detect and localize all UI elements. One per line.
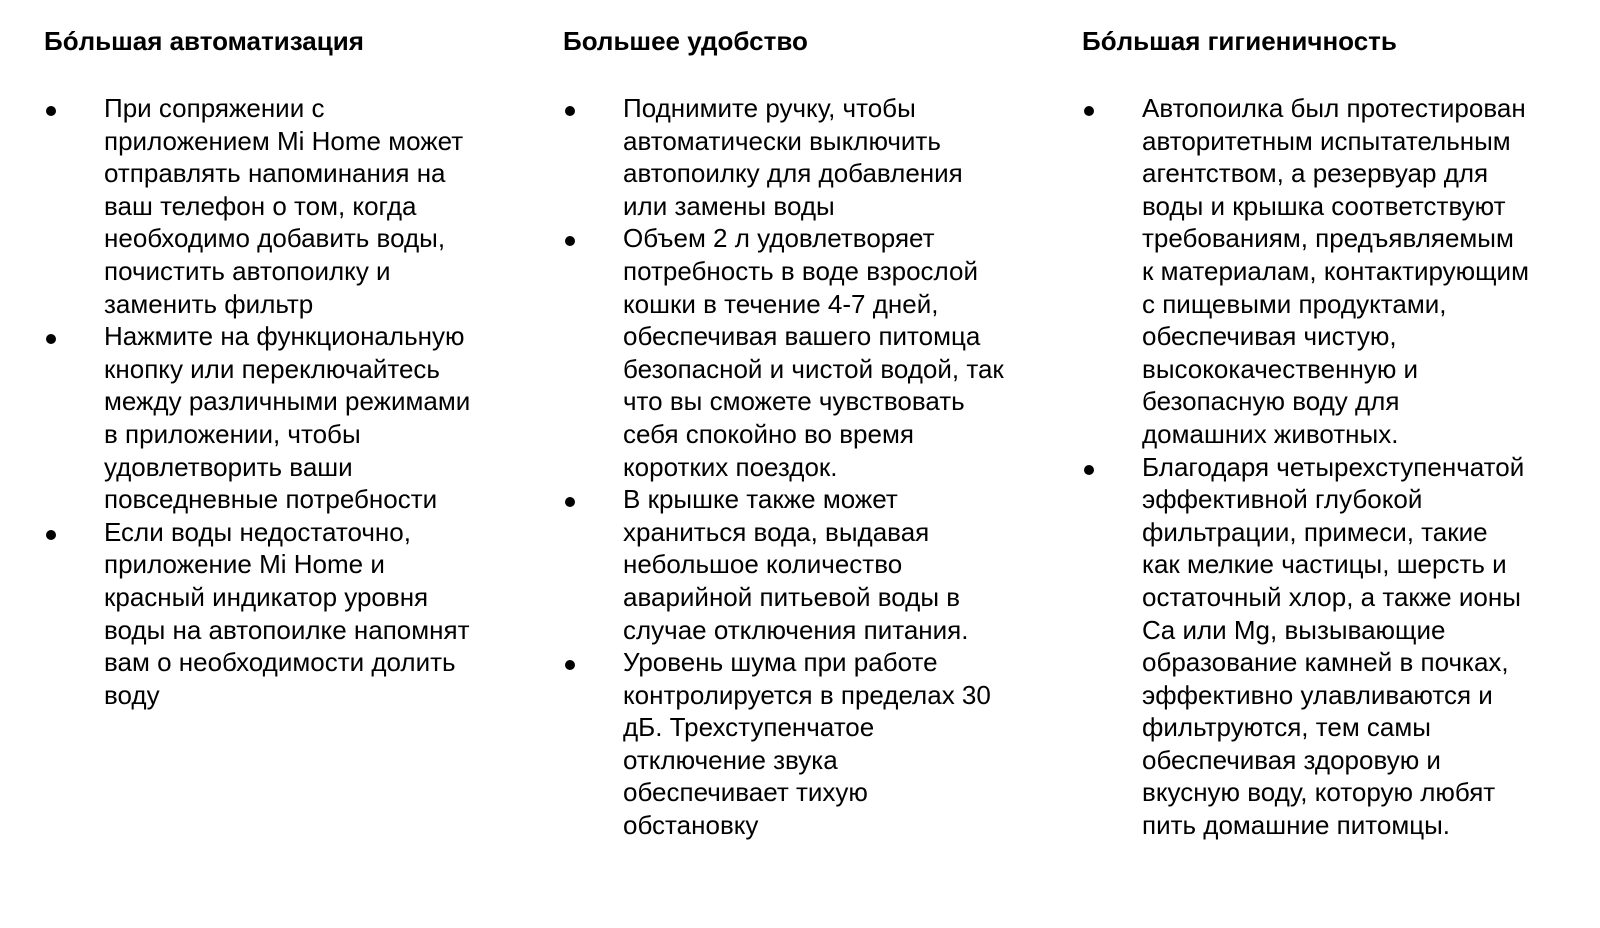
text-line: повседневные потребности (104, 484, 438, 515)
column-convenience (563, 26, 1083, 841)
text-line: Если воды недостаточно, (104, 516, 411, 547)
bullet-list (1082, 92, 1600, 842)
text-line: требованиям, предъявляемым (1142, 223, 1514, 254)
text-line: обеспечивая вашего питомца (623, 321, 981, 352)
text-line: В крышке также может (623, 484, 898, 515)
text-line: эффективной глубокой (1142, 484, 1423, 515)
text-line: При сопряжении с (104, 93, 325, 123)
bullet-dot-icon (46, 334, 56, 344)
text-line: в приложении, чтобы (104, 418, 361, 449)
bullet-dot-icon (565, 236, 575, 246)
bullet-text (1142, 451, 1600, 842)
text-line: коротких поездок. (623, 451, 838, 482)
bullet-dot-icon (565, 497, 575, 507)
text-line: воды и крышка соответствуют (1142, 190, 1506, 221)
bullet-dot-icon (1084, 465, 1094, 475)
text-line: кнопку или переключайтесь (104, 353, 440, 384)
text-line: потребность в воде взрослой (623, 255, 978, 286)
text-line: контролируется в пределах 30 (623, 679, 991, 710)
list-item (44, 320, 564, 516)
text-line: что вы сможете чувствовать (623, 386, 965, 417)
column-title: Большее удобство (563, 26, 808, 56)
text-line: дБ. Трехступенчатое (623, 712, 875, 743)
text-line: Объем 2 л удовлетворяет (623, 223, 935, 254)
text-line: небольшое количество (623, 549, 903, 580)
bullet-text (104, 320, 564, 516)
bullet-text (623, 483, 1083, 646)
text-line: отправлять напоминания на (104, 158, 446, 189)
text-line: к материалам, контактирующим (1142, 255, 1529, 286)
text-line: обстановку (623, 810, 759, 841)
bullet-dot-icon (565, 660, 575, 670)
bullet-text (104, 516, 564, 712)
text-line: или замены воды (623, 190, 835, 221)
bullet-text (1142, 92, 1600, 451)
text-line: Автопоилка был протестирован (1142, 93, 1526, 123)
text-line: аварийной питьевой воды в (623, 581, 961, 612)
bullet-list (44, 92, 564, 711)
text-line: фильтрации, примеси, такие (1142, 516, 1488, 547)
bullet-dot-icon (46, 106, 56, 116)
text-line: отключение звука (623, 744, 838, 775)
bullet-text (623, 222, 1083, 483)
text-line: ваш телефон о том, когда (104, 190, 417, 221)
text-line: приложением Mi Home может (104, 125, 464, 156)
text-line: пить домашние питомцы. (1142, 810, 1451, 841)
text-line: автопоилку для добавления (623, 158, 963, 189)
column-title: Бóльшая автоматизация (44, 26, 364, 56)
text-line: кошки в течение 4-7 дней, (623, 288, 939, 319)
text-line: Благодаря четырехступенчатой (1142, 451, 1525, 482)
column-hygiene (1082, 26, 1600, 841)
text-line: вкусную воду, которую любят (1142, 777, 1496, 808)
text-line: почистить автопоилку и (104, 255, 391, 286)
text-line: приложение Mi Home и (104, 549, 385, 580)
bullet-text (623, 92, 1083, 222)
list-item (563, 483, 1083, 646)
text-line: необходимо добавить воды, (104, 223, 446, 254)
text-line: остаточный хлор, а также ионы (1142, 581, 1521, 612)
text-line: домашних животных. (1142, 418, 1399, 449)
text-line: как мелкие частицы, шерсть и (1142, 549, 1507, 580)
text-line: удовлетворить ваши (104, 451, 353, 482)
text-line: заменить фильтр (104, 288, 314, 319)
text-line: между различными режимами (104, 386, 471, 417)
text-line: с пищевыми продуктами, (1142, 288, 1447, 319)
text-line: Ca или Mg, вызывающие (1142, 614, 1446, 645)
text-line: себя спокойно во время (623, 418, 914, 449)
text-line: обеспечивая чистую, (1142, 321, 1397, 352)
bullet-list (563, 92, 1083, 842)
text-line: высококачественную и (1142, 353, 1419, 384)
text-line: фильтруются, тем самы (1142, 712, 1431, 743)
list-item (1082, 92, 1600, 451)
text-line: случае отключения питания. (623, 614, 969, 645)
text-line: автоматически выключить (623, 125, 941, 156)
list-item (44, 92, 564, 320)
text-line: воду (104, 679, 160, 710)
bullet-text (623, 646, 1083, 842)
text-line: образование камней в почках, (1142, 647, 1509, 678)
bullet-dot-icon (565, 106, 575, 116)
text-line: обеспечивает тихую (623, 777, 868, 808)
text-line: агентством, а резервуар для (1142, 158, 1489, 189)
text-line: вам о необходимости долить (104, 647, 456, 678)
text-line: обеспечивая здоровую и (1142, 744, 1441, 775)
list-item (1082, 451, 1600, 842)
bullet-text (104, 92, 564, 320)
text-line: воды на автопоилке напомнят (104, 614, 470, 645)
text-line: эффективно улавливаются и (1142, 679, 1493, 710)
bullet-dot-icon (46, 530, 56, 540)
list-item (44, 516, 564, 712)
text-line: храниться вода, выдавая (623, 516, 930, 547)
column-automation (44, 26, 564, 710)
text-line: авторитетным испытательным (1142, 125, 1511, 156)
list-item (563, 92, 1083, 222)
text-line: Поднимите ручку, чтобы (623, 93, 916, 123)
text-line: Нажмите на функциональную (104, 321, 465, 352)
list-item (563, 646, 1083, 842)
column-title: Бóльшая гигиеничность (1082, 26, 1397, 56)
text-line: безопасной и чистой водой, так (623, 353, 1004, 384)
text-line: Уровень шума при работе (623, 647, 938, 678)
text-line: красный индикатор уровня (104, 581, 429, 612)
bullet-dot-icon (1084, 106, 1094, 116)
list-item (563, 222, 1083, 483)
text-line: безопасную воду для (1142, 386, 1400, 417)
